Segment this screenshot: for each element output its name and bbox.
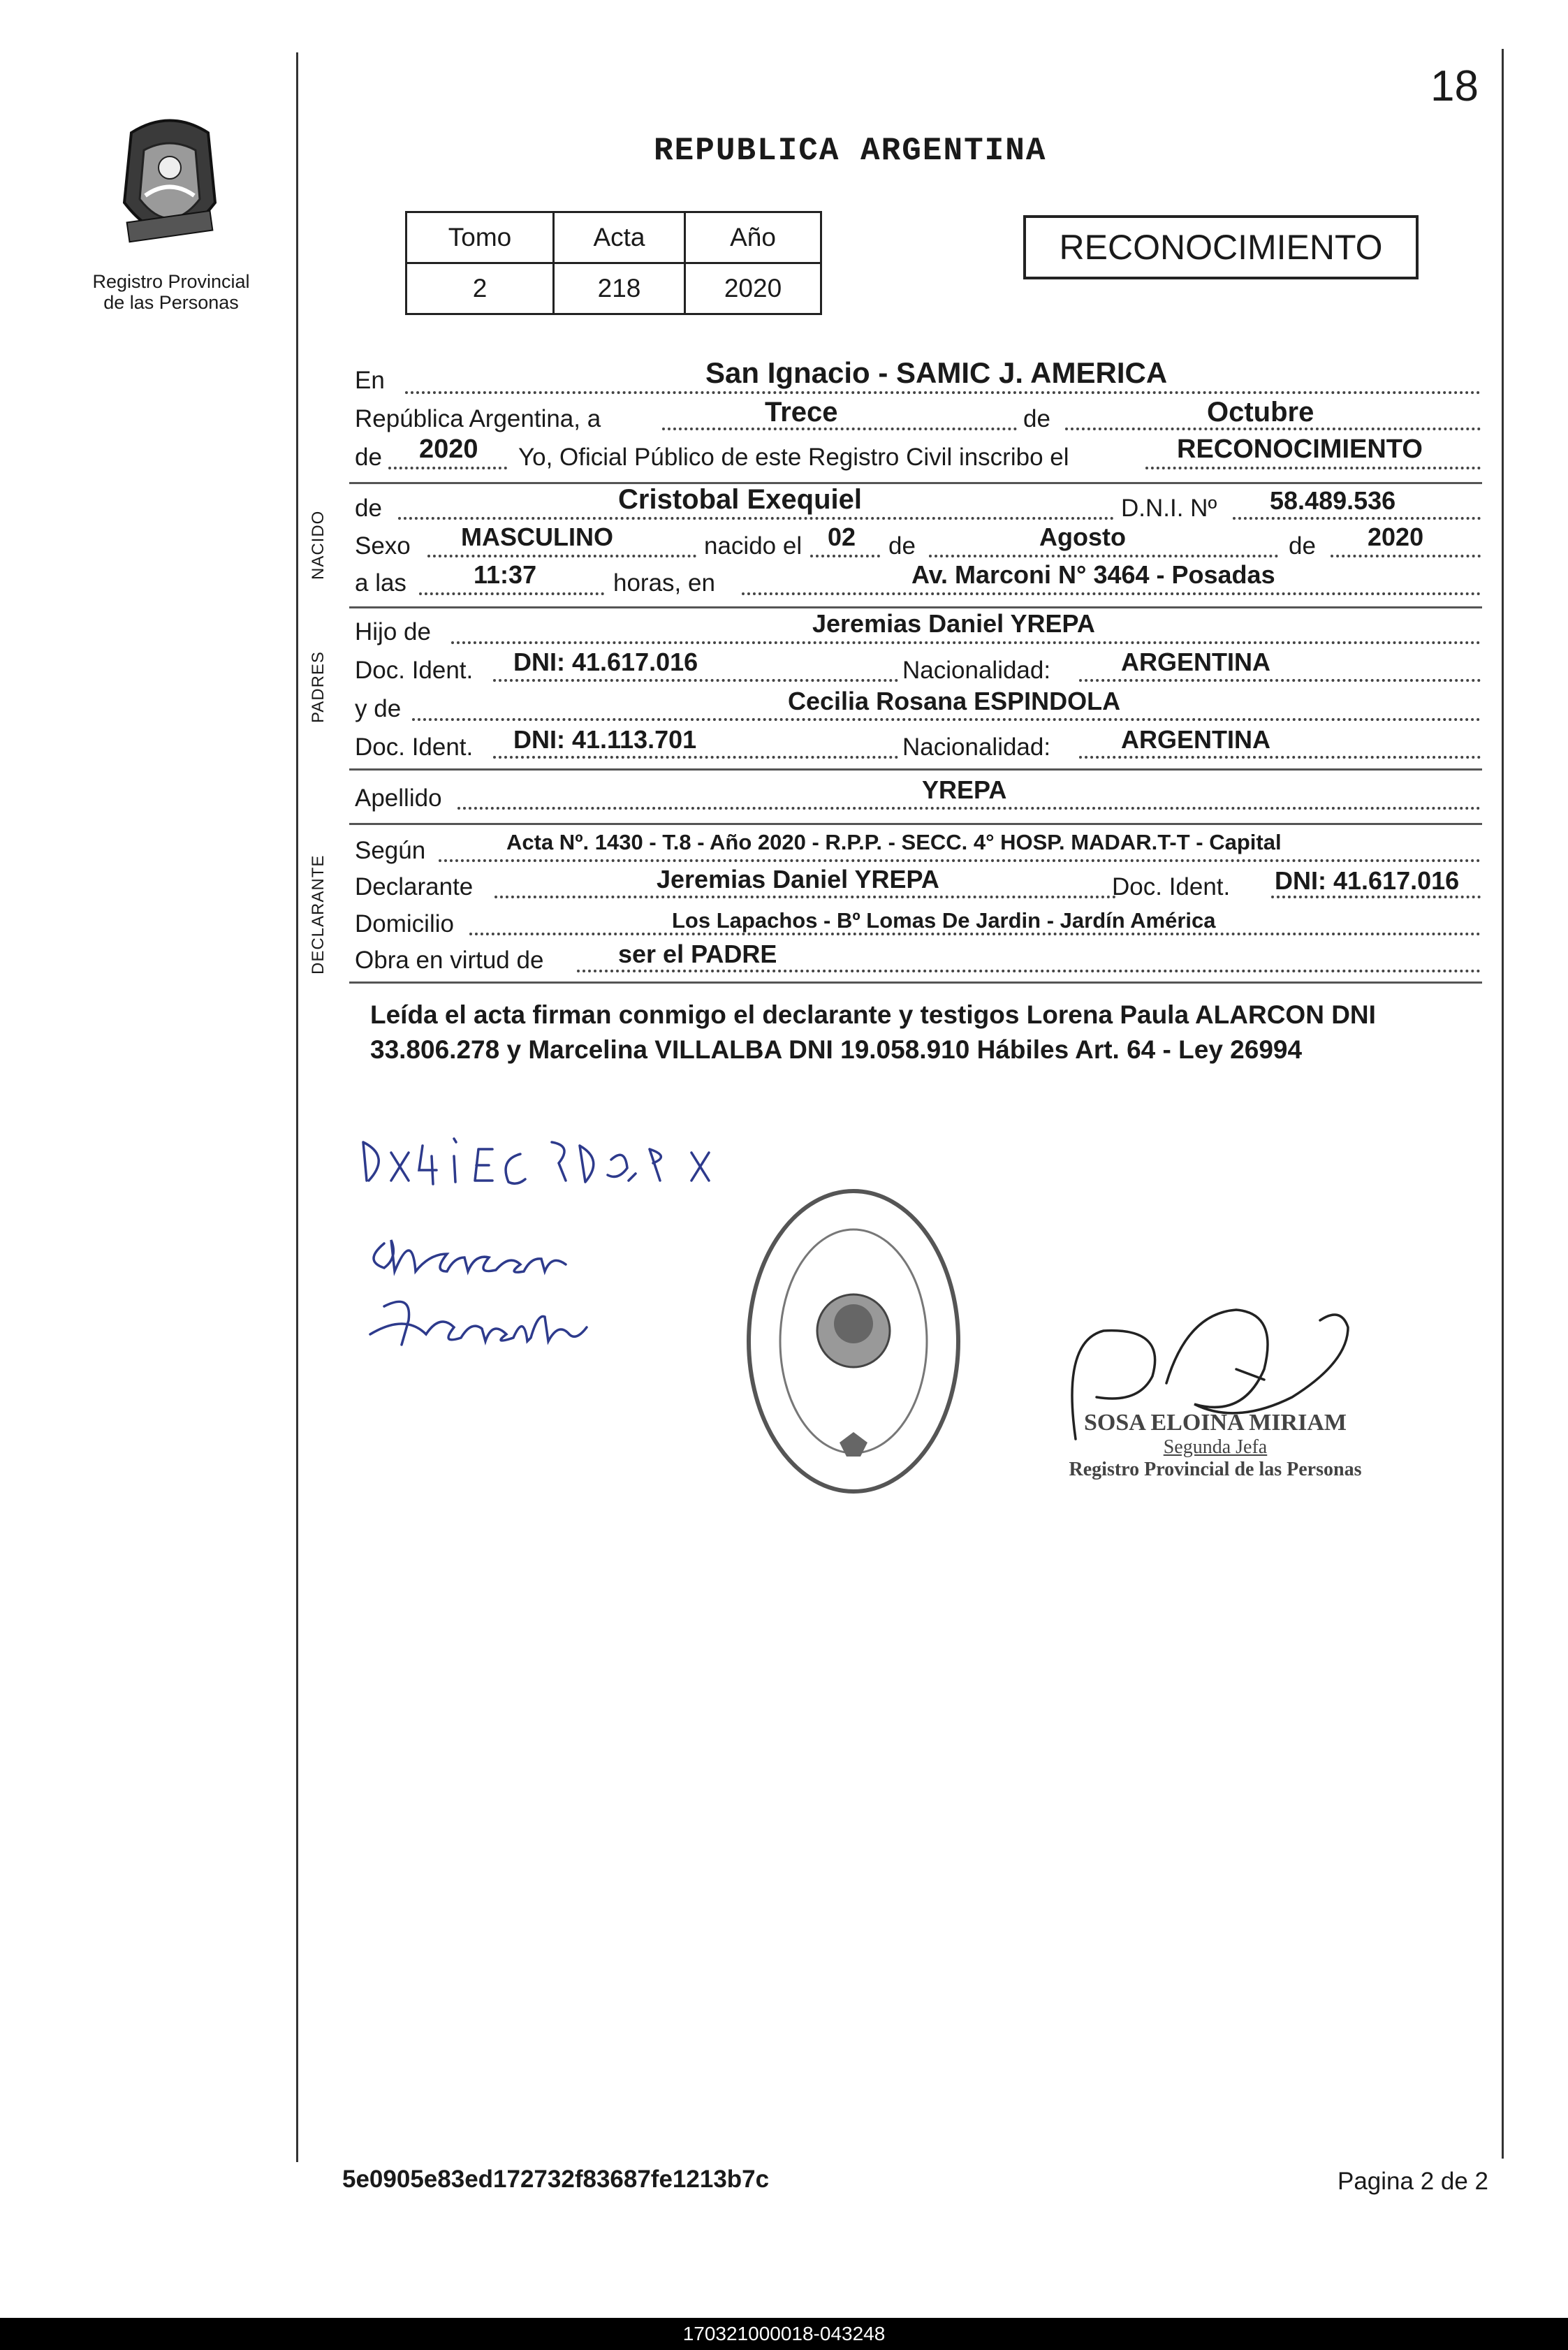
madre-dots — [412, 718, 1481, 721]
anio-header: Año — [685, 212, 821, 263]
oficial-label: Yo, Oficial Público de este Registro Civil inscribo el — [518, 444, 1069, 471]
de-label-4: de — [888, 532, 916, 560]
official-office: Registro Provincial de las Personas — [1069, 1459, 1362, 1480]
section-declarante: DECLARANTE — [309, 854, 328, 975]
tomo-header: Tomo — [406, 212, 554, 263]
registry-line-2: de las Personas — [103, 292, 239, 313]
registry-line-1: Registro Provincial — [92, 271, 250, 292]
nombre-value: Cristobal Exequiel — [618, 484, 862, 515]
nac-dia-dots — [810, 555, 880, 557]
apellido-dots — [457, 807, 1481, 810]
madre-doc-dots — [493, 756, 898, 759]
domicilio-label: Domicilio — [355, 910, 454, 937]
de-label-2: de — [355, 444, 382, 471]
padre-dots — [451, 641, 1481, 644]
barcode-text: 170321000018-043248 — [682, 2323, 886, 2344]
padre-nac-dots — [1079, 679, 1481, 682]
sexo-value: MASCULINO — [461, 523, 613, 551]
padre-doc-dots — [493, 679, 898, 682]
padre-doc-value: DNI: 41.617.016 — [513, 648, 698, 676]
padre-nac-value: ARGENTINA — [1121, 648, 1270, 676]
nacionalidad-label-2: Nacionalidad: — [902, 734, 1051, 761]
acta-header: Acta — [554, 212, 685, 263]
acto-dots — [1145, 467, 1481, 469]
obra-value: ser el PADRE — [618, 940, 777, 968]
alas-label: a las — [355, 569, 406, 597]
nacido-label: nacido el — [704, 532, 803, 560]
anio-value: 2020 — [685, 263, 821, 314]
horas-label: horas, en — [613, 569, 715, 597]
sexo-label: Sexo — [355, 532, 411, 560]
republica-label: República Argentina, a — [355, 405, 601, 432]
declarante-value: Jeremias Daniel YREPA — [657, 865, 939, 893]
closing-line-2: 33.806.278 y Marcelina VILLALBA DNI 19.058.910 Hábiles Art. 64 - Ley 26994 — [370, 1035, 1303, 1064]
madre-value: Cecilia Rosana ESPINDOLA — [788, 687, 1121, 715]
divider-3 — [349, 768, 1482, 771]
de-label-5: de — [1289, 532, 1316, 560]
dni-value: 58.489.536 — [1270, 486, 1396, 515]
witness-signatures — [342, 1104, 761, 1397]
hora-value: 11:37 — [474, 560, 537, 589]
de-label-3: de — [355, 495, 382, 522]
de-label-1: de — [1023, 405, 1050, 432]
anio-dots — [388, 467, 507, 469]
sexo-dots — [427, 555, 696, 557]
nombre-dots — [398, 517, 1114, 520]
tomo-value: 2 — [406, 263, 554, 314]
section-padres: PADRES — [309, 651, 328, 723]
yde-label: y de — [355, 695, 402, 722]
madre-nac-value: ARGENTINA — [1121, 725, 1270, 754]
segun-label: Según — [355, 837, 426, 864]
document-title: REPUBLICA ARGENTINA — [654, 133, 1047, 169]
hora-dots — [419, 592, 604, 595]
nac-mes-dots — [929, 555, 1278, 557]
segun-dots — [439, 859, 1481, 862]
nac-mes-value: Agosto — [1039, 523, 1126, 551]
tomo-acta-table — [405, 211, 822, 315]
nac-anio-value: 2020 — [1368, 523, 1424, 551]
divider-2 — [349, 606, 1482, 608]
decl-doc-value: DNI: 41.617.016 — [1275, 866, 1460, 895]
act-type-box: RECONOCIMIENTO — [1023, 215, 1419, 279]
declarante-dots — [494, 896, 1116, 898]
divider-4 — [349, 823, 1482, 825]
document-hash: 5e0905e83ed172732f83687fe1213b7c — [342, 2166, 770, 2193]
madre-nac-dots — [1079, 756, 1481, 759]
dni-label: D.N.I. Nº — [1121, 495, 1217, 522]
closing-statement — [370, 998, 1376, 1067]
en-label: En — [355, 367, 385, 394]
domicilio-value: Los Lapachos - Bº Lomas De Jardin - Jardín América — [672, 908, 1216, 933]
registry-caption — [77, 271, 265, 313]
lugar-dots — [742, 592, 1481, 595]
divider-5 — [349, 981, 1482, 984]
decl-doc-dots — [1271, 896, 1481, 898]
dni-dots — [1233, 517, 1481, 520]
left-margin-line — [296, 52, 298, 2162]
registry-round-stamp — [742, 1181, 965, 1502]
apellido-label: Apellido — [355, 784, 442, 812]
obra-label: Obra en virtud de — [355, 947, 544, 974]
anio-value: 2020 — [419, 435, 478, 464]
hijo-label: Hijo de — [355, 618, 431, 645]
decl-doc-label: Doc. Ident. — [1112, 873, 1231, 900]
obra-dots — [577, 970, 1481, 972]
segun-value: Acta Nº. 1430 - T.8 - Año 2020 - R.P.P. - SECC. 4° HOSP. MADAR.T-T - Capital — [506, 830, 1282, 854]
misiones-coat-of-arms — [110, 112, 229, 258]
doc-label-2: Doc. Ident. — [355, 734, 474, 761]
en-dots — [405, 391, 1481, 394]
mes-value: Octubre — [1207, 397, 1314, 428]
official-stamp — [1048, 1410, 1383, 1481]
right-margin-line — [1502, 49, 1504, 2159]
dia-dots — [662, 428, 1017, 430]
closing-line-1: Leída el acta firman conmigo el declarante y testigos Lorena Paula ALARCON DNI — [370, 1000, 1376, 1029]
nac-anio-dots — [1331, 555, 1481, 557]
en-value: San Ignacio - SAMIC J. AMERICA — [705, 356, 1168, 389]
apellido-value: YREPA — [922, 775, 1007, 804]
madre-doc-value: DNI: 41.113.701 — [513, 725, 697, 754]
barcode-strip — [0, 2318, 1568, 2350]
acto-value: RECONOCIMIENTO — [1177, 435, 1423, 464]
doc-label-1: Doc. Ident. — [355, 657, 474, 684]
official-role: Segunda Jefa — [1163, 1436, 1268, 1458]
divider-1 — [349, 482, 1482, 484]
lugar-value: Av. Marconi N° 3464 - Posadas — [911, 560, 1275, 589]
nacionalidad-label-1: Nacionalidad: — [902, 657, 1051, 684]
acta-value: 218 — [554, 263, 685, 314]
padre-value: Jeremias Daniel YREPA — [812, 609, 1095, 638]
dia-value: Trece — [765, 397, 838, 428]
nac-dia-value: 02 — [828, 523, 856, 551]
declarante-label: Declarante — [355, 873, 474, 900]
section-nacido: NACIDO — [309, 510, 328, 580]
official-name: SOSA ELOINA MIRIAM — [1084, 1410, 1347, 1436]
pagination: Pagina 2 de 2 — [1338, 2168, 1489, 2195]
page-number: 18 — [1430, 62, 1479, 110]
